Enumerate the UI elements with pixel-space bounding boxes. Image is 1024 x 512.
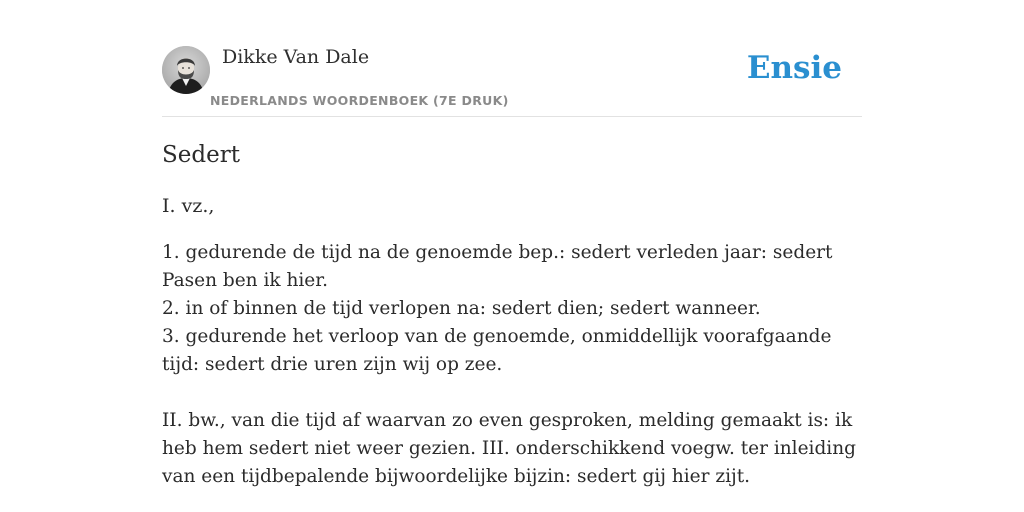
entry-content	[162, 140, 862, 491]
author-portrait-icon	[162, 46, 210, 94]
sense-item: 2. in of binnen de tijd verlopen na: sedert dien; sedert wanneer.	[162, 298, 761, 319]
sense-item: 3. gedurende het verloop van de genoemde, onmiddellijk voorafgaande tijd: sedert drie uren zijn wij op zee.	[162, 326, 832, 375]
author-name[interactable]: Dikke Van Dale	[222, 46, 370, 68]
header	[162, 44, 862, 117]
author-avatar[interactable]	[162, 46, 210, 94]
definition-paragraph: II. bw., van die tijd af waarvan zo even gesproken, melding gemaakt is: ik heb hem sedert niet weer gezien. III. onderschikkend voegw. ter inleiding van een tijdbepalende bijwoordelijke bijzin: sedert gij hier zijt.	[162, 410, 856, 487]
part-of-speech: I. vz.,	[162, 195, 215, 217]
entry-title: Sedert	[162, 142, 240, 168]
sense-list	[162, 239, 862, 379]
sense-item: 1. gedurende de tijd na de genoemde bep.: sedert verleden jaar: sedert Pasen ben ik hier.	[162, 242, 833, 291]
dictionary-source[interactable]: NEDERLANDS WOORDENBOEK (7E DRUK)	[210, 93, 509, 108]
ensie-logo-link[interactable]: Ensie	[746, 50, 842, 86]
